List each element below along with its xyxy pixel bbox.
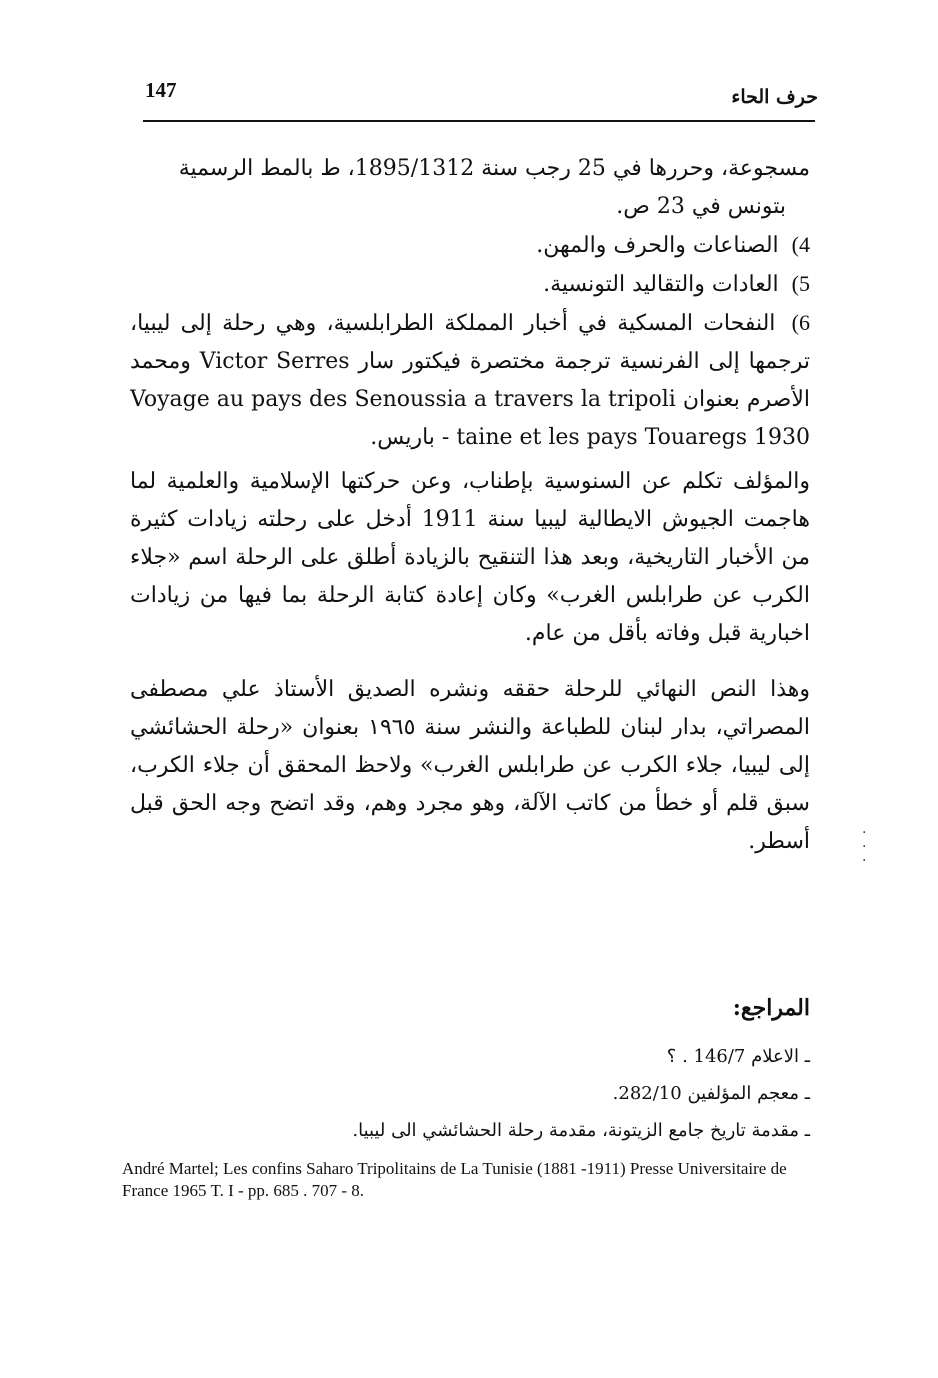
list-item-6 (130, 304, 810, 457)
continued-line-end: بتونس في 23 ص. (616, 194, 786, 219)
list-text: الصناعات والحرف والمهن. (536, 233, 779, 258)
reference-item: ـ مقدمة تاريخ جامع الزيتونة، مقدمة رحلة الحشائشي الى ليبيا. (352, 1120, 810, 1141)
reference-item: ـ معجم المؤلفين 282/10. (612, 1083, 810, 1104)
reference-item: ـ الاعلام 146/7 . ؟ (666, 1046, 810, 1067)
references-list (150, 1038, 810, 1149)
list-item-5 (130, 265, 810, 304)
continued-line: مسجوعة، وحررها في 25 رجب سنة 1895/1312، ط بالمط الرسمية (178, 156, 810, 181)
references-title: المراجع: (732, 995, 810, 1021)
list-number: 6) (791, 310, 810, 335)
header-rule (143, 120, 815, 122)
list-item-4 (130, 226, 810, 265)
margin-marks: · · · (862, 825, 867, 869)
list-text: النفحات المسكية في أخبار المملكة الطرابلسية، وهي رحلة إلى ليبيا، ترجمها إلى الفرنسية ترجمة مختصرة فيكتور سار Victor Serres ومحمد الأصرم بعنوان Voyage au pays des Senoussia a travers la tripoli - taine et les pays Touaregs 1930 باريس. (130, 311, 810, 450)
latin-reference: André Martel; Les confins Saharo Tripolitains de La Tunisie (1881 -1911) Presse Universitaire de France 1965 T. I - pp. 685 . 707 - 8. (122, 1159, 787, 1200)
running-head: حرف الحاء (731, 86, 818, 108)
page-number: 147 (145, 78, 177, 102)
list-number: 4) (791, 232, 810, 257)
list-text: العادات والتقاليد التونسية. (543, 272, 779, 297)
list-number: 5) (791, 271, 810, 296)
paragraph-final-text: وهذا النص النهائي للرحلة حققه ونشره الصديق الأستاذ علي مصطفى المصراتي، بدار لبنان للطباعة والنشر سنة ١٩٦٥ بعنوان «رحلة الحشائشي إلى ليبيا، جلاء الكرب عن طرابلس الغرب» ولاحظ المحقق أن جلاء الكرب، سبق قلم أو خطأ من كاتب الآلة، وهو مجرد وهم، وقد اتضح وجه الحق قبل أسطر. (130, 677, 810, 854)
paragraph-author: والمؤلف تكلم عن السنوسية بإطناب، وعن حركتها الإسلامية والعلمية لما هاجمت الجيوش الايطالية ليبيا سنة 1911 أدخل على رحلته زيادات كثيرة من الأخبار التاريخية، وبعد هذا التنقيح بالزيادة أطلق على الرحلة اسم «جلاء الكرب عن طرابلس الغرب» وكان إعادة كتابة الرحلة بما فيها من زيادات اخبارية قبل وفاته بأقل من عام. (130, 469, 810, 646)
main-text (130, 150, 810, 861)
